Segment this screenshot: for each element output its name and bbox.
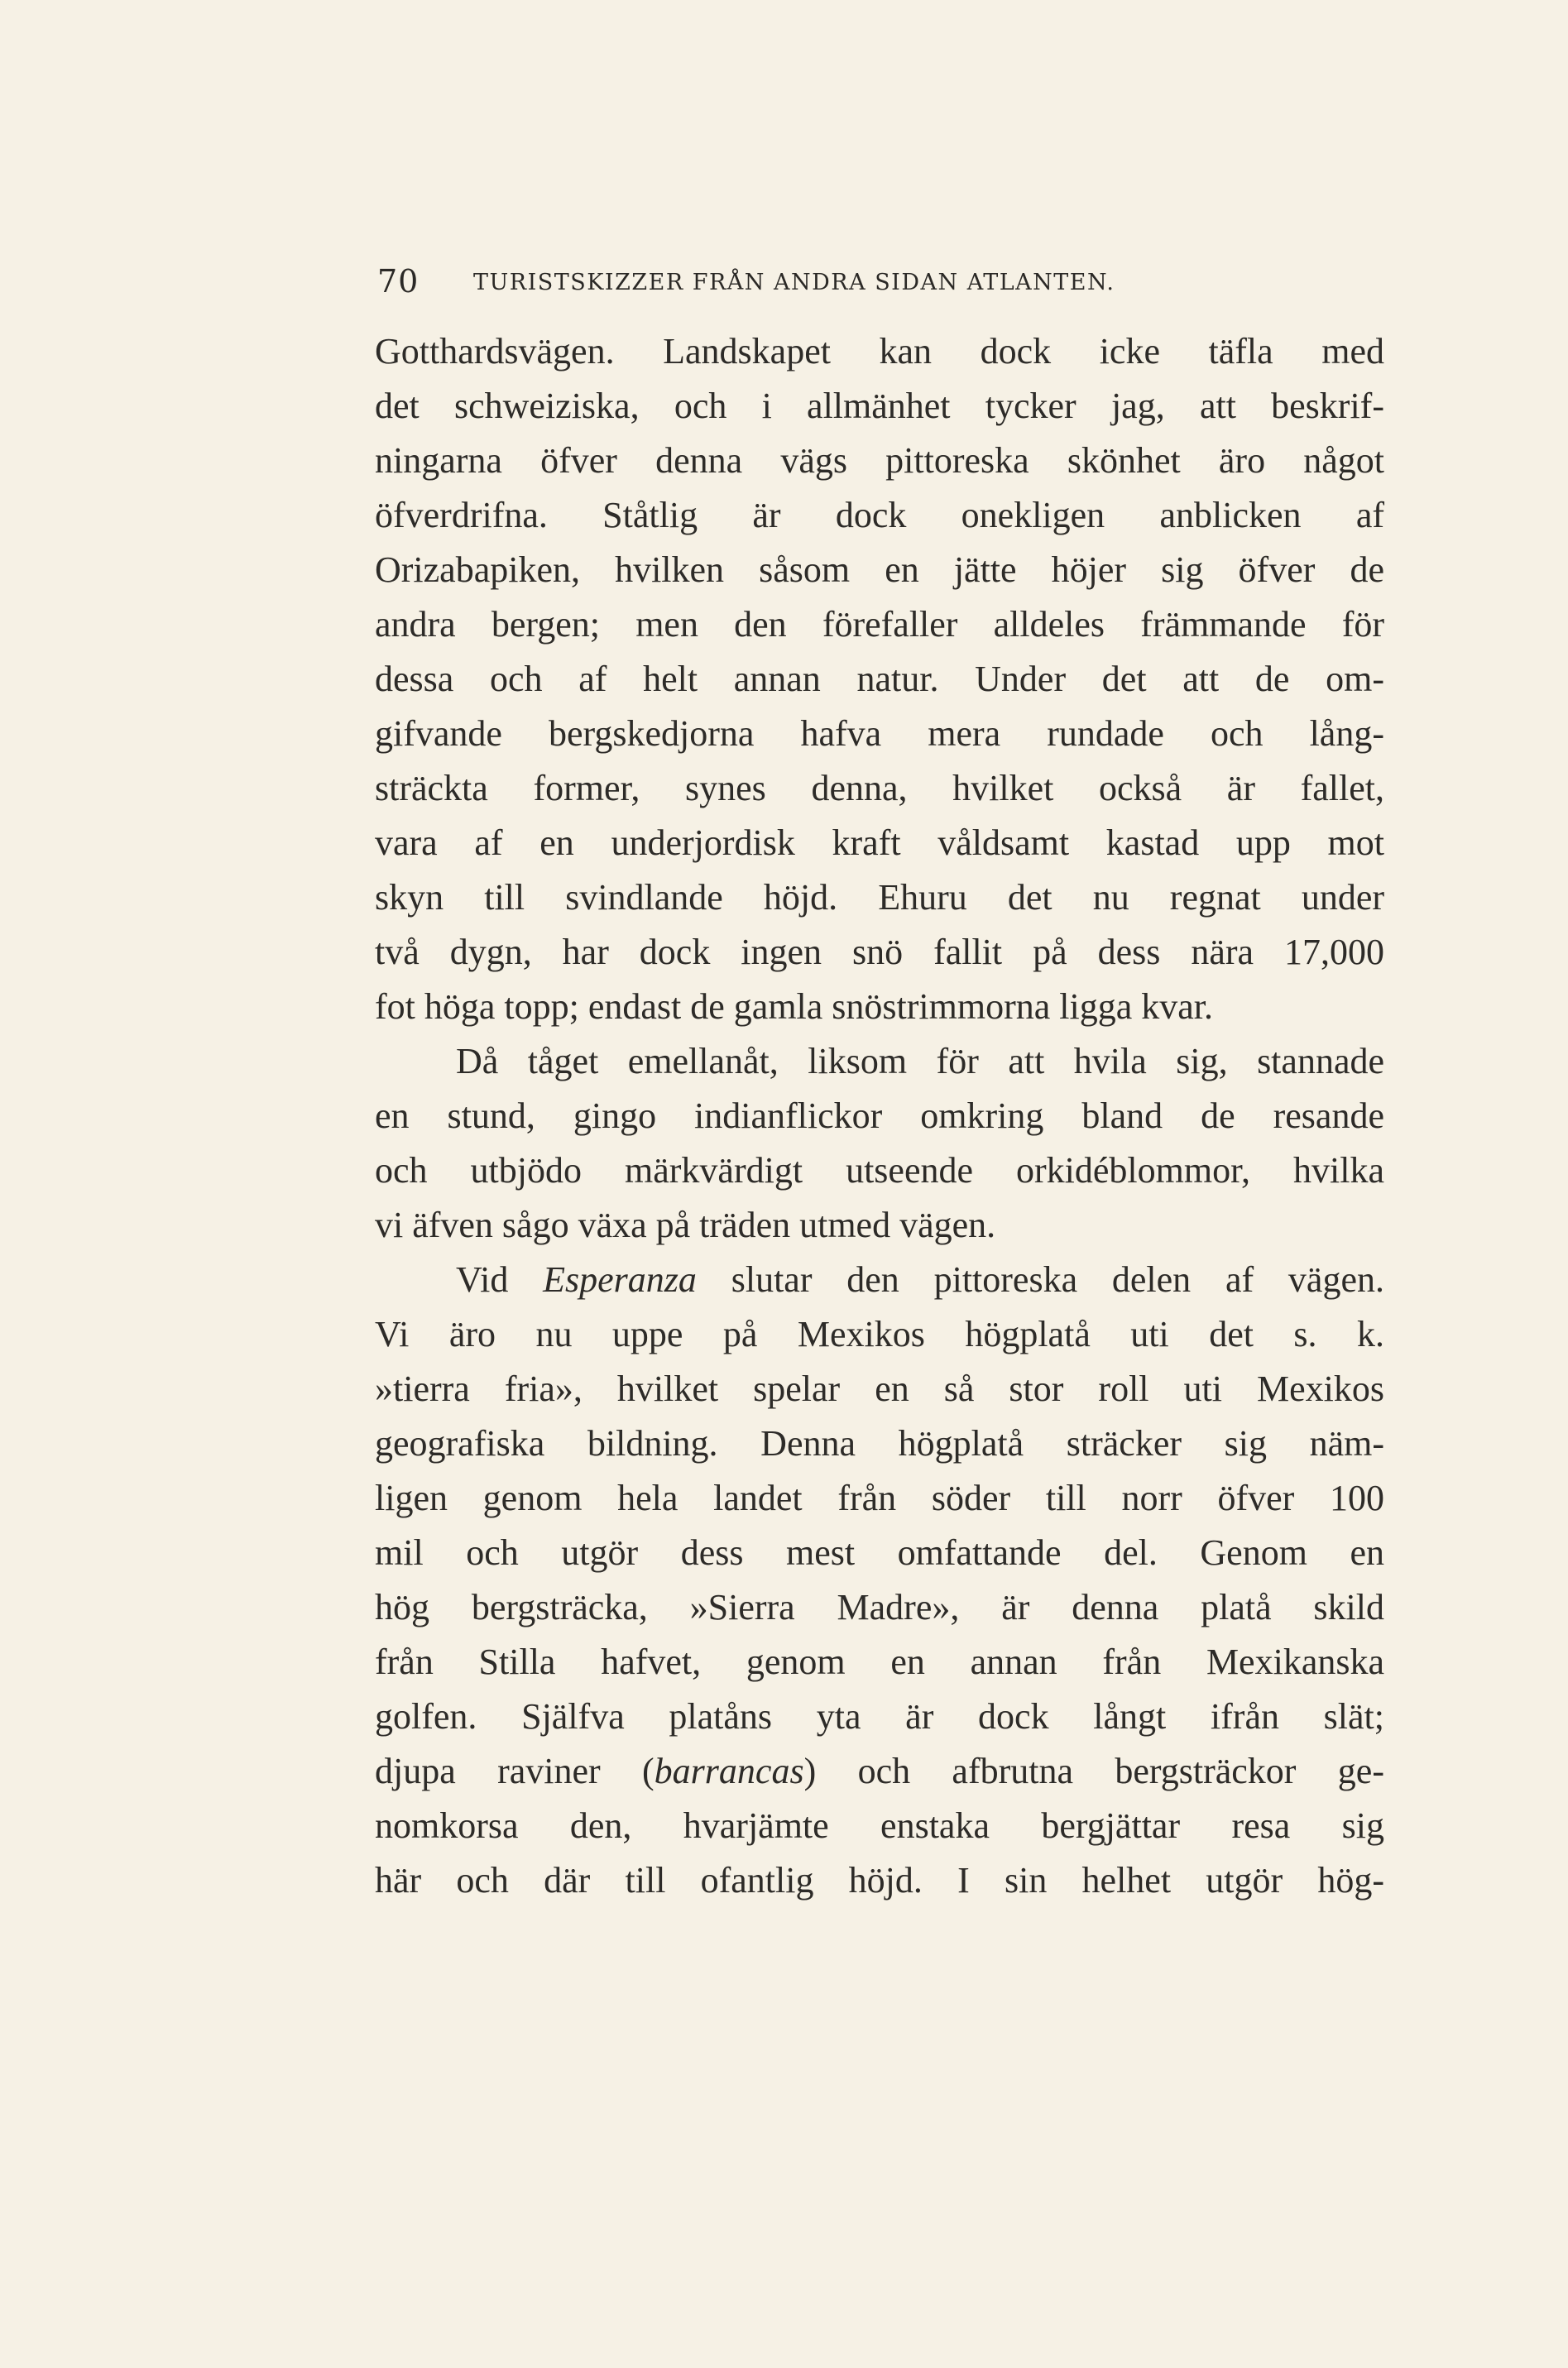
text-line: vara af en underjordisk kraft våldsamt kastad upp mot <box>375 822 1384 863</box>
text-line: skyn till svindlande höjd. Ehuru det nu regnat under <box>375 877 1384 918</box>
text-line: från Stilla hafvet, genom en annan från Mexikanska <box>375 1642 1384 1682</box>
text-line: och utbjödo märkvärdigt utseende orkidéblommor, hvilka <box>375 1150 1384 1191</box>
running-title: TURISTSKIZZER FRÅN ANDRA SIDAN ATLANTEN. <box>473 270 1115 295</box>
text-line: »tierra fria», hvilket spelar en så stor roll uti Mexikos <box>375 1369 1384 1409</box>
text-run: djupa raviner ( <box>375 1751 655 1791</box>
text-line-barrancas <box>375 1744 1384 1799</box>
text-line: öfverdrifna. Ståtlig är dock onekligen anblicken af <box>375 495 1384 535</box>
text-line: nomkorsa den, hvarjämte enstaka bergjättar resa sig <box>375 1805 1384 1846</box>
text-line: sträckta former, synes denna, hvilket också är fallet, <box>375 768 1384 808</box>
text-line: mil och utgör dess mest omfattande del. Genom en <box>375 1532 1384 1573</box>
text-line: andra bergen; men den förefaller alldeles främmande för <box>375 604 1384 645</box>
text-line: Då tåget emellanåt, liksom för att hvila sig, stannade <box>456 1041 1384 1081</box>
text-line: ligen genom hela landet från söder till norr öfver 100 <box>375 1478 1384 1518</box>
text-line: det schweiziska, och i allmänhet tycker jag, att beskrif- <box>375 386 1384 426</box>
text-line: två dygn, har dock ingen snö fallit på dess nära 17,000 <box>375 932 1384 972</box>
text-run: ) och afbrutna bergsträckor ge- <box>803 1751 1384 1791</box>
text-line: Gotthardsvägen. Landskapet kan dock icke täfla med <box>375 331 1384 371</box>
text-line: en stund, gingo indianflickor omkring bland de resande <box>375 1095 1384 1136</box>
text-line: ningarna öfver denna vägs pittoreska skönhet äro något <box>375 440 1384 481</box>
page-number: 70 <box>377 263 420 300</box>
text-run: slutar den pittoreska delen af vägen. <box>696 1259 1384 1300</box>
body-text <box>375 324 1384 1908</box>
text-line: vi äfven sågo växa på träden utmed vägen. <box>375 1205 996 1245</box>
running-head <box>377 263 1370 304</box>
text-line: golfen. Själfva platåns yta är dock långt ifrån slät; <box>375 1696 1384 1737</box>
text-line: hög bergsträcka, »Sierra Madre», är denna platå skild <box>375 1587 1384 1627</box>
text-line-esperanza <box>375 1253 1384 1307</box>
text-line: Vi äro nu uppe på Mexikos högplatå uti det s. k. <box>375 1314 1384 1354</box>
text-line: Orizabapiken, hvilken såsom en jätte höjer sig öfver de <box>375 549 1384 590</box>
text-line: geografiska bildning. Denna högplatå sträcker sig näm- <box>375 1423 1384 1464</box>
text-line: här och där till ofantlig höjd. I sin helhet utgör hög- <box>375 1860 1384 1901</box>
text-run: Vid <box>456 1259 544 1300</box>
italic-place-name: Esperanza <box>543 1259 697 1300</box>
text-line: gifvande bergskedjorna hafva mera rundade och lång- <box>375 713 1384 754</box>
text-line: fot höga topp; endast de gamla snöstrimmorna ligga kvar. <box>375 986 1214 1027</box>
italic-term: barrancas <box>654 1751 804 1791</box>
text-line: dessa och af helt annan natur. Under det att de om- <box>375 659 1384 699</box>
